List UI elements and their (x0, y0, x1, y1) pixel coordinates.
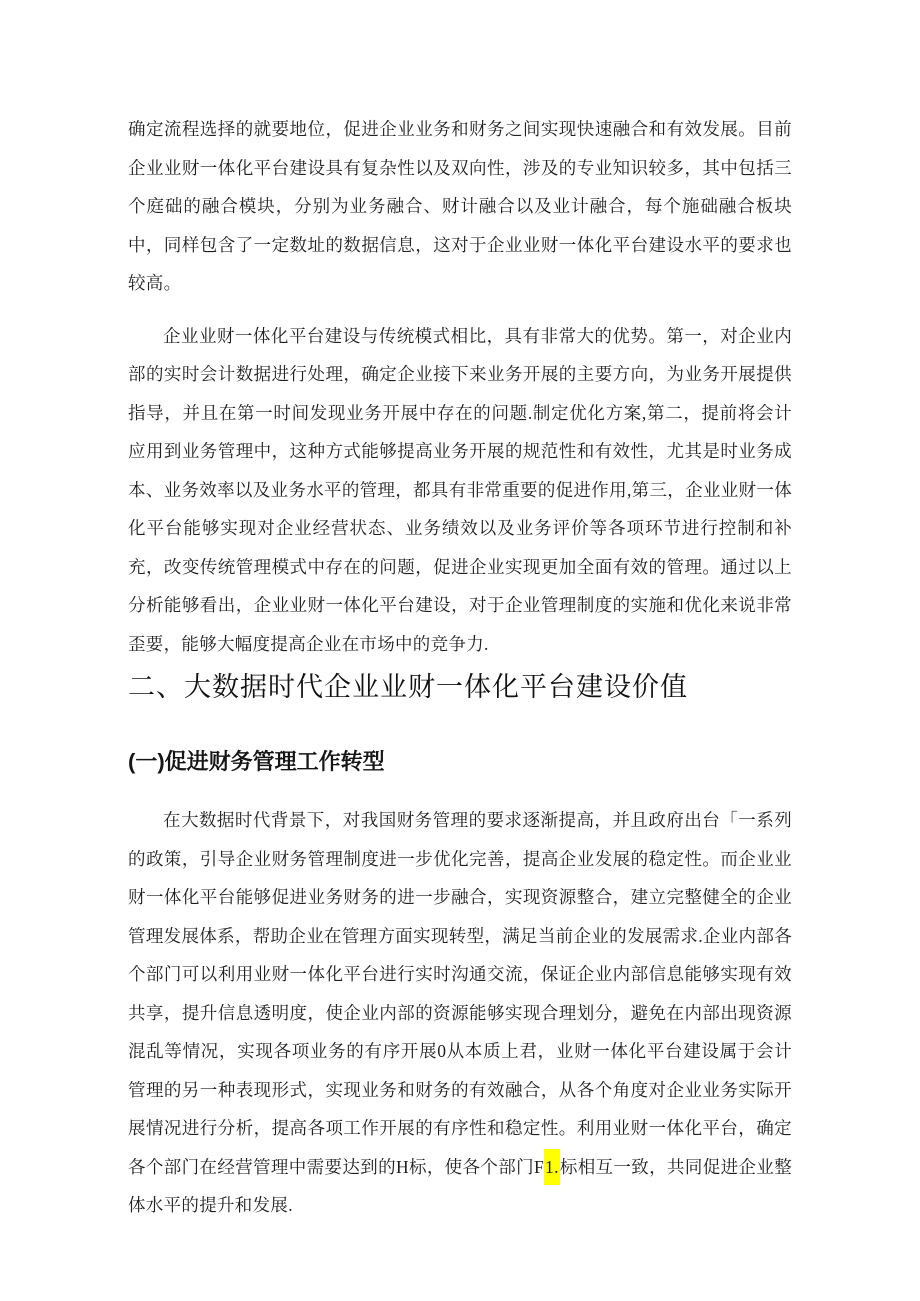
paragraph-advantages: 企业业财一体化平台建设与传统模式相比，具有非常大的优势。第一，对企业内部的实时会计数据进行处理，确定企业接下来业务开展的主要方向，为业务开展提供指导，并且在第一时间发现业务开展中存在的问题.制定优化方案,第二，提前将会计应用到业务管理中，这种方式能够提高业务开展的规范性和有效性，尤其是时业务成本、业务效率以及业务水平的管理，都具有非常重要的促进作用,第三，企业业财一体化平台能够实现对企业经营状态、业务绩效以及业务评价等各项环节进行控制和补充，改变传统管理模式中存在的问题，促进企业实现更加全面有效的管理。通过以上分析能够看出，企业业财一体化平台建设，对于企业管理制度的实施和优化来说非常歪要，能够大幅度提高企业在市场中的竞争力. (128, 325, 792, 654)
highlighted-text: 1. (544, 1149, 560, 1185)
paragraph-value-text-after: 标相互一致，共同促进企业整体水平的提升和发展. (128, 1156, 792, 1215)
paragraph-continuation: 确定流程选择的就要地位，促进企业业务和财务之间实现快速融合和有效发展。目前企业业财一体化平台建设具有复杂性以及双向性，涉及的专业知识较多，其中包括三个庭础的融合模块，分别为业务融合、财计融合以及业计融合，每个施础融合板块中，同样包含了一定数址的数据信息，这对于企业业财一体化平台建设水平的要求也较高。 (128, 119, 792, 293)
subsection-heading: (一)促进财务管理工作转型 (128, 749, 385, 774)
paragraph-value (128, 801, 792, 1225)
section-heading: 二、大数据时代企业业财一体化平台建设价值 (128, 672, 688, 702)
paragraph-value-text-before: 在大数据时代背景下，对我国财务管理的要求逐渐提高，并且政府出台「一系列的政策，引导企业财务管理制度进一步优化完善，提高企业发展的稳定性。而企业业财一体化平台能够促进业务财务的进一步融合，实现资源整合，建立完整健全的企业管理发展体系，帮助企业在管理方面实现转型，满足当前企业的发展需求.企业内部各个部门可以利用业财一体化平台进行实时沟通交流，保证企业内部信息能够实现有效共享，提升信息透明度，使企业内部的资源能够实现合理划分，避免在内部出现资源混乱等情况，实现各项业务的有序开展0从本质上君，业财一体化平台建设属于会计管理的另一种表现形式，实现业务和财务的有效融合，从各个角度对企业业务实际开展情况进行分析，提高各项工作开展的有序性和稳定性。利用业财一体化平台，确定各个部门在经营管理中需要达到的H标，使各个部门F (128, 810, 792, 1177)
